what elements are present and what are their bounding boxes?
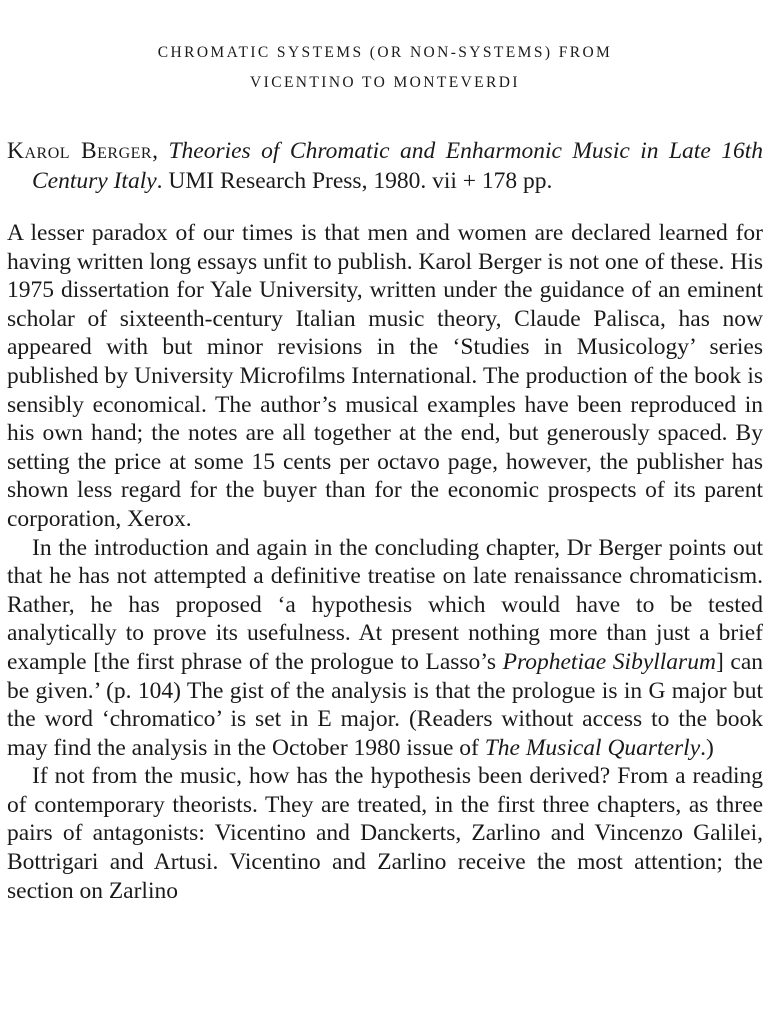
paragraph-3: If not from the music, how has the hypothesis been derived? From a reading of contemporary theorists. They are treated, in the first three chapters, as three pairs of antagonists: Vicentino and Danckerts, Zarlino and Vincenzo Galilei, Bottrigari and Artusi. Vicentino and Zarlino receive the most attention; the section on Zarlino	[7, 763, 763, 904]
paragraph-2	[7, 534, 763, 763]
paragraph-2-italic-title-1: Prophetiae Sibyllarum	[502, 648, 716, 675]
citation-book-title: Theories of Chromatic and Enharmonic Music in Late 16th Century Italy	[32, 138, 763, 194]
citation-author: Karol Berger	[7, 138, 153, 164]
running-title-line-2: VICENTINO TO MONTEVERDI	[250, 74, 520, 91]
citation-separator: ,	[152, 138, 169, 164]
running-title	[7, 38, 763, 98]
review-body	[7, 219, 763, 905]
running-title-line-1: CHROMATIC SYSTEMS (OR NON-SYSTEMS) FROM	[157, 44, 613, 61]
paragraph-2-italic-title-2: The Musical Quarterly	[484, 734, 701, 761]
paragraph-2-text-b: ] can be given.’ (p. 104) The gist of the analysis is that the prologue is in G major but the word ‘chromatico’ is set in E major. (Readers without access to the book may find the analysis in the October 1980 issue of	[7, 648, 764, 761]
paragraph-2-text-c: .)	[700, 734, 714, 761]
document-page	[7, 0, 763, 1024]
paragraph-2-text-a: In the introduction and again in the concluding chapter, Dr Berger points out that he has not attempted a definitive treatise on late renaissance chromaticism. Rather, he has proposed ‘a hypothesis which would have to be tested analytically to prove its usefulness. At present nothing more than just a brief example [the first phrase of the prologue to Lasso’s	[7, 534, 763, 675]
paragraph-1: A lesser paradox of our times is that men and women are declared learned for having written long essays unfit to publish. Karol Berger is not one of these. His 1975 dissertation for Yale University, written under the guidance of an eminent scholar of sixteenth-century Italian music theory, Claude Palisca, has now appeared with but minor revisions in the ‘Studies in Musicology’ series published by University Microfilms International. The production of the book is sensibly economical. The author’s musical examples have been reproduced in his own hand; the notes are all together at the end, but generously spaced. By setting the price at some 15 cents per octavo page, however, the publisher has shown less regard for the buyer than for the economic prospects of its parent corporation, Xerox.	[7, 220, 763, 532]
citation-publication-details: . UMI Research Press, 1980. vii + 178 pp.	[156, 168, 553, 194]
book-citation	[7, 136, 763, 196]
